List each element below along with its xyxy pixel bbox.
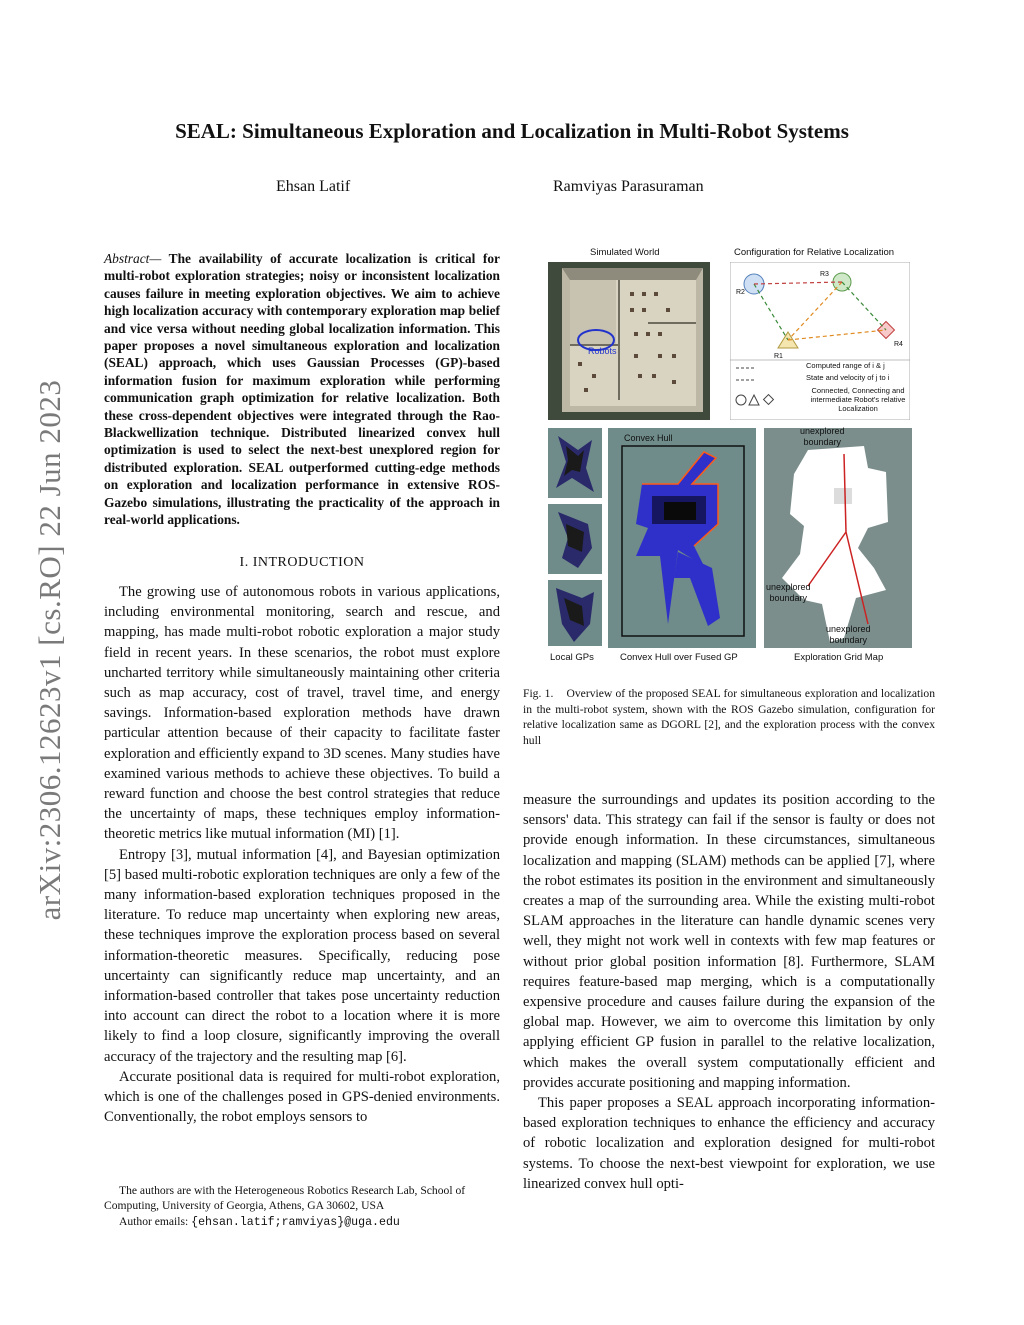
robot-id: R1 [774, 353, 783, 360]
figure-caption [523, 686, 935, 748]
paper-title: SEAL: Simultaneous Exploration and Localization in Multi-Robot Systems [175, 119, 849, 143]
arxiv-id: arXiv:2306.12623v1 [cs.RO] 22 Jun 2023 [32, 379, 67, 921]
label-exploration-grid: Exploration Grid Map [794, 652, 884, 663]
label-robots: Robots [588, 346, 617, 356]
legend-connected: Connected, Connecting and intermediate Robot's relative Localization [810, 386, 906, 413]
abstract-label: Abstract— [104, 251, 162, 266]
label-unexplored-top [800, 426, 845, 448]
emails-label: Author emails: [119, 1214, 192, 1228]
label-unexplored-bottom [826, 624, 871, 646]
right-column-body [523, 790, 935, 1194]
convex-hull-image [608, 428, 756, 648]
section-heading: I. INTRODUCTION [239, 555, 365, 570]
boundary-word: boundary [803, 437, 842, 447]
footnote-affiliation: The authors are with the Heterogeneous Robotics Research Lab, School of Computing, University of Georgia, Athens, GA 30602, USA [104, 1184, 466, 1213]
paragraph: This paper proposes a SEAL approach incorporating information-based exploration techniques to enhance the efficiency and accuracy of robotic localization and exploration designed for multi-robot systems. To choose the next-best viewpoint for exploration, we use linearized convex hull opti- [523, 1095, 935, 1192]
emails: {ehsan.latif;ramviyas}@uga.edu [191, 1215, 400, 1229]
legend-state-velocity: State and velocity of j to i [806, 373, 890, 382]
paragraph: Entropy [3], mutual information [4], and Bayesian optimization [5] based multi-robotic exploration techniques are only a few of the many information-based exploration techniques proposed in the literature. To reduce map uncertainty when exploring new areas, these techniques improve the exploration process based on several information-theoretic measures. Specifically, reducing pose uncertainty can significantly reduce map uncertainty, and an information-based controller that takes pose uncertainty reduction into account can direct the robot to a location where it is more likely to find a loop closure, significantly improving the overall accuracy of the trajectory and the resulting map [6]. [104, 846, 500, 1065]
exploration-grid-image [764, 428, 912, 648]
label-convex-hull: Convex Hull [624, 433, 673, 443]
label-unexplored-left [766, 582, 811, 604]
unexplored-word: unexplored [766, 582, 811, 592]
label-configuration: Configuration for Relative Localization [734, 247, 895, 258]
figure-1 [540, 244, 920, 668]
robot-id: R3 [820, 271, 829, 278]
left-column-body [104, 582, 500, 1127]
author-1: Ehsan Latif [276, 178, 351, 195]
paragraph: The growing use of autonomous robots in various applications, including environmental monitoring, search and rescue, and mapping, has made multi-robot robotic exploration a major study field in recent years. In these scenarios, the robot must explore uncharted territory while simultaneously maintaining other criteria such as map accuracy, cost of travel, travel time, and energy savings. Information-based exploration methods have drawn particular attention because of their capacity to facilitate faster exploration and efficiently expand to 3D scenes. Many studies have examined various methods to achieve these objectives. To build a reward function and choose the best control strategies that reduce the uncertainty of maps, these techniques employ information-theoretic metrics like mutual information (MI) [1]. [104, 584, 500, 843]
unexplored-word: unexplored [800, 426, 845, 436]
boundary-word: boundary [829, 635, 868, 645]
author-2: Ramviyas Parasuraman [553, 178, 704, 195]
local-gps-images [548, 428, 602, 648]
caption-label: Fig. 1. [523, 687, 554, 700]
robot-id: R2 [736, 289, 745, 296]
unexplored-word: unexplored [826, 624, 871, 634]
legend-computed-range: Computed range of i & j [806, 361, 885, 370]
caption-text: Overview of the proposed SEAL for simultaneous exploration and localization in the multi-robot system, shown with the ROS Gazebo simulation, configuration for relative localization same as DGORL [2], and the exploration process with the convex hull [523, 687, 936, 747]
simulated-world-image [548, 262, 710, 420]
abstract [104, 250, 500, 529]
label-simulated-world: Simulated World [590, 247, 660, 258]
robot-id: R4 [894, 341, 903, 348]
paragraph: measure the surroundings and updates its position according to the sensors' data. This strategy can fail if the sensor is faulty or does not provide enough information. In these circumstances, simultaneous localization and mapping (SLAM) methods can be applied [7], where the robot estimates its position in the environment and simultaneously creates a map of the surrounding area. While the existing multi-robot SLAM approaches in the literature can handle dynamic scenes very well, they might not work well in contexts with few map features or without prior global position information [8]. Furthermore, SLAM requires feature-based map merging, which is a computationally expensive procedure and causes failure during the expansion of the global map. However, we aim to overcome this limitation by only applying efficient GP fusion in parallel to the relative localization, which makes the overall system computationally efficient and provides accurate positioning and mapping information. [523, 792, 935, 1091]
label-local-gps: Local GPs [550, 652, 594, 663]
label-convex-hull-fused: Convex Hull over Fused GP [620, 652, 738, 663]
paragraph: Accurate positional data is required for multi-robot exploration, which is one of the challenges posed in GPS-denied environments. Conventionally, the robot employs sensors to [104, 1068, 500, 1126]
footnote-emails-line [104, 1214, 500, 1230]
abstract-text: The availability of accurate localization is critical for multi-robot exploration strategies; noisy or inconsistent localization causes failure in meeting exploration objectives. We aim to achieve high localization accuracy with contemporary exploration map belief and vice versa without needing global localization information. This paper proposes a novel simultaneous exploration and localization (SEAL) approach, which uses Gaussian Processes (GP)-based information fusion for maximum exploration while performing communication graph optimization for relative localization. Both these cross-dependent objectives were integrated through the Rao-Blackwellization technique. Distributed linearized convex hull optimization is used to select the next-best unexplored region for distributed exploration. SEAL outperformed cutting-edge methods on exploration and localization performance in extensive ROS-Gazebo simulations, illustrating the practicality of the approach in real-world applications. [104, 251, 500, 528]
arxiv-stamp [20, 330, 80, 970]
boundary-word: boundary [769, 593, 808, 603]
footnote [104, 1183, 500, 1230]
